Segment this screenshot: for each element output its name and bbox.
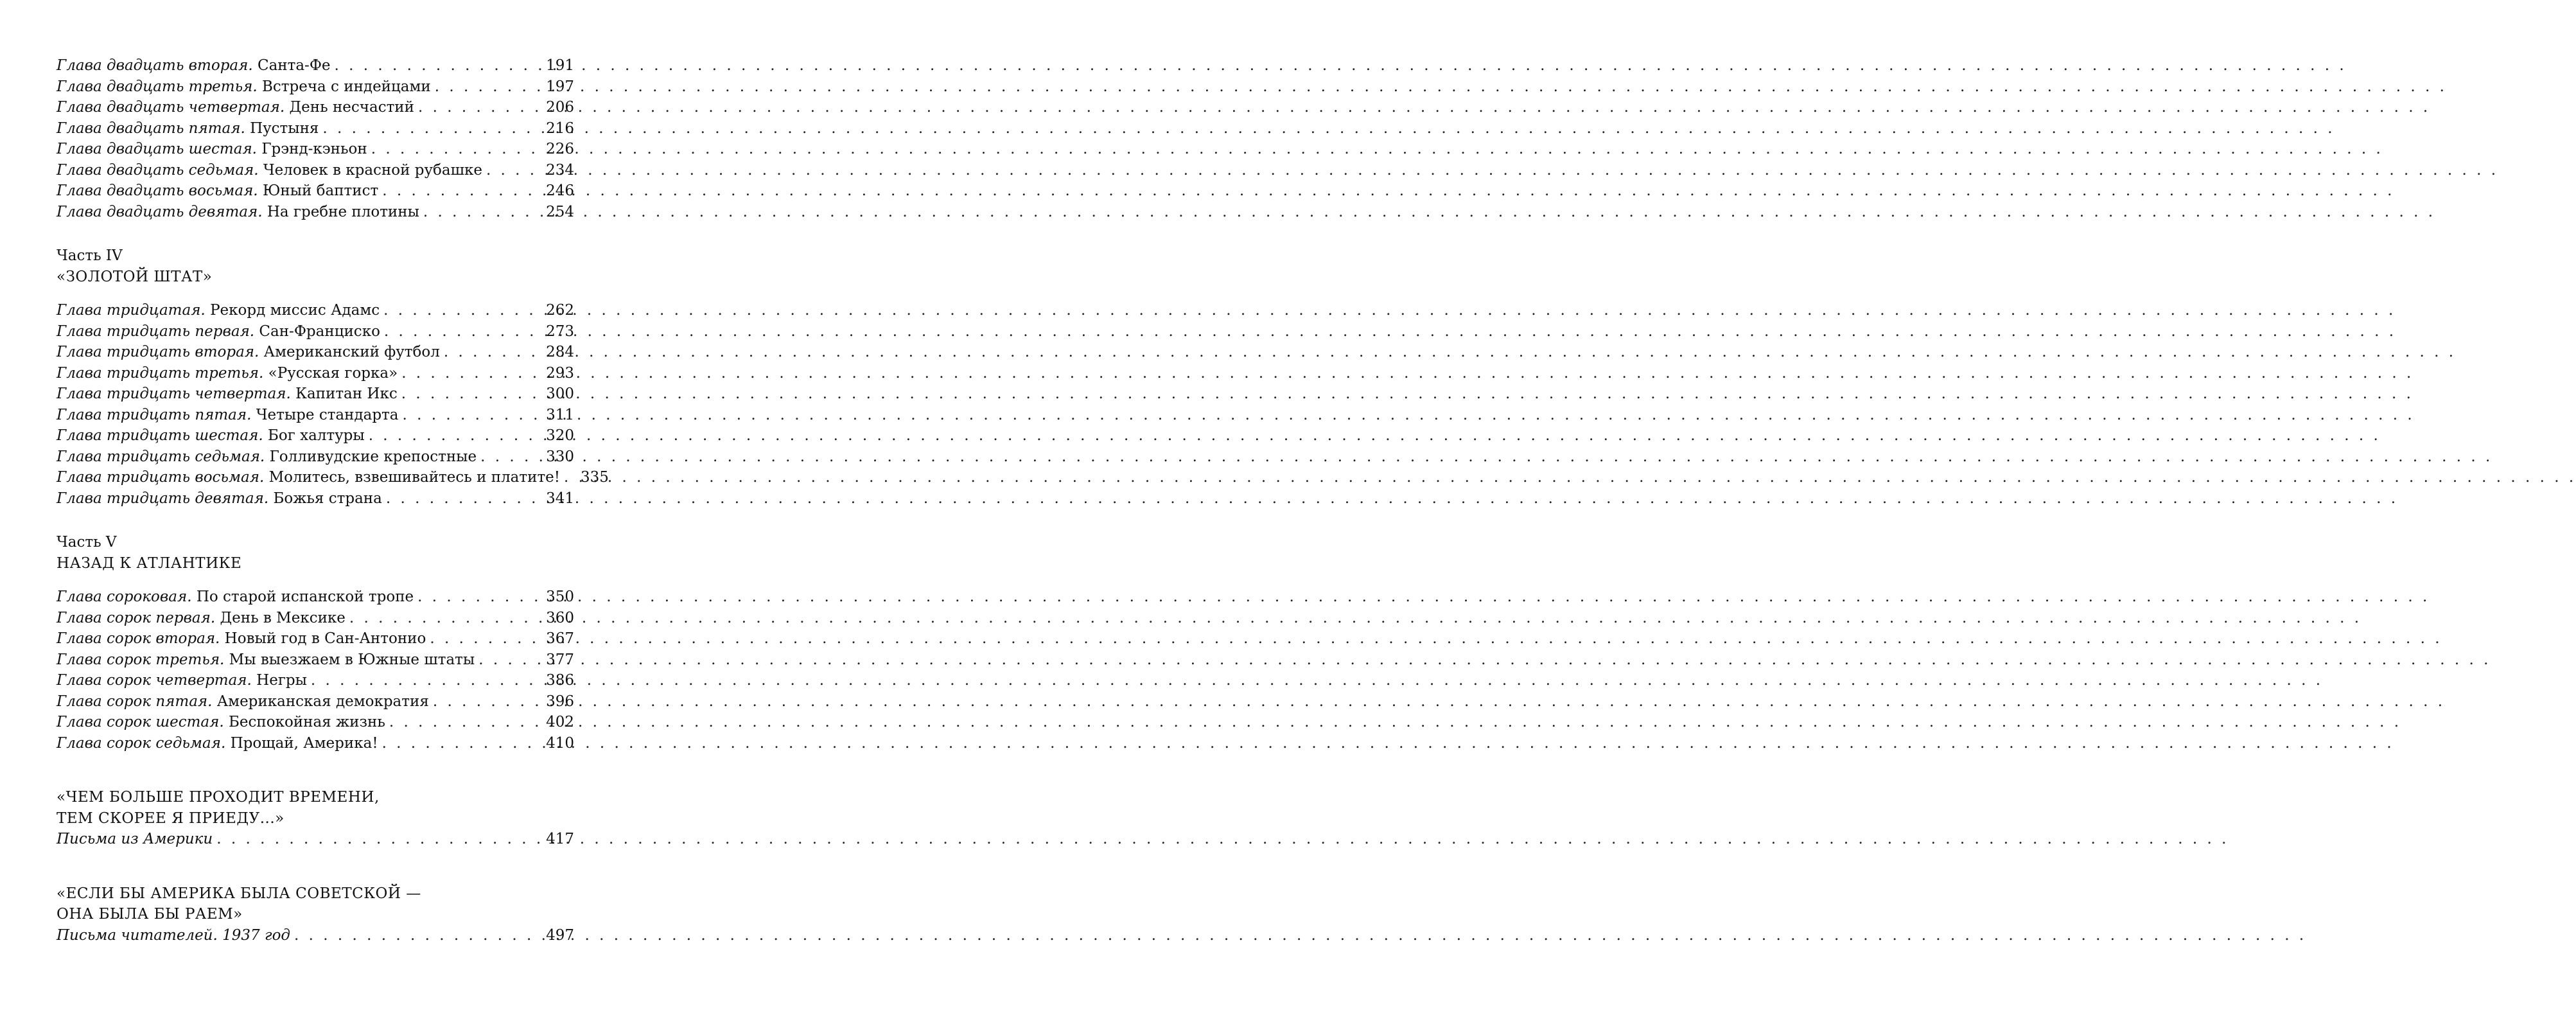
page-number: 216: [546, 119, 574, 137]
page-number: 335: [581, 469, 609, 486]
page-number: 497: [546, 926, 574, 944]
dot-leader: [564, 467, 577, 488]
dot-leader: [216, 829, 542, 850]
dot-leader: [383, 300, 542, 321]
chapter-title: Четыре стандарта: [256, 406, 399, 423]
dot-leader: [369, 425, 542, 447]
dot-leader: [382, 733, 543, 754]
dot-leader: [417, 587, 542, 608]
toc-entry: [57, 628, 574, 650]
page-number: 377: [546, 651, 574, 668]
entry-text: [57, 670, 307, 691]
dot-leader: [371, 139, 542, 160]
chapter-title: Бог халтуры: [267, 427, 365, 444]
page-number: 293: [546, 364, 574, 382]
page-number: 330: [546, 448, 574, 465]
page-number: 246: [546, 182, 574, 199]
appendix-title-line1: «ЕСЛИ БЫ АМЕРИКА БЫЛА СОВЕТСКОЙ —: [57, 885, 421, 902]
chapter-title: Пустыня: [250, 119, 319, 137]
toc-entry: [57, 97, 574, 118]
toc-entry: [57, 300, 574, 321]
dot-leader: [486, 160, 542, 181]
part-title: «ЗОЛОТОЙ ШТАТ»: [57, 268, 213, 285]
entry-text: [57, 384, 398, 405]
page-number: 226: [546, 141, 574, 157]
entry-text: [57, 447, 477, 468]
chapter-title: Молитесь, взвешивайтесь и платите!: [268, 469, 561, 486]
chapter-number: Глава тридцать девятая.: [57, 490, 269, 507]
toc-entry: [57, 670, 574, 691]
toc-entry: [57, 118, 574, 139]
page-number: 341: [546, 490, 574, 507]
chapter-title: Рекорд миссис Адамс: [210, 302, 380, 319]
dot-leader: [389, 712, 542, 733]
entry-text: [57, 160, 482, 181]
part-title: НАЗАД К АТЛАНТИКЕ: [57, 554, 242, 572]
chapter-number: Глава тридцать восьмая.: [57, 469, 265, 486]
chapter-number: Глава сорок третья.: [57, 651, 225, 668]
part-v-section: [57, 532, 574, 754]
entry-text: [57, 712, 385, 733]
entry-text: [57, 97, 414, 118]
dot-leader: [401, 363, 542, 384]
toc-entry: [57, 712, 574, 733]
toc-entry: [57, 608, 574, 629]
chapter-title: Грэнд-кэньон: [261, 141, 367, 157]
toc-entry: [57, 363, 574, 384]
toc-entry: [57, 425, 574, 447]
dot-leader: [418, 97, 542, 118]
page-number: 386: [546, 672, 574, 689]
entry-text: [57, 181, 378, 202]
toc-entry: [57, 139, 574, 160]
appendix-title-line1: «ЧЕМ БОЛЬШЕ ПРОХОДИТ ВРЕМЕНИ,: [57, 789, 380, 806]
chapter-number: Глава двадцать девятая.: [57, 203, 263, 220]
page-number: 402: [546, 714, 574, 730]
page-number: 360: [546, 609, 574, 626]
entry-text: [57, 300, 380, 321]
chapter-number: Глава двадцать пятая.: [57, 119, 245, 137]
chapter-title: Американская демократия: [216, 693, 429, 710]
chapter-number: Глава двадцать четвертая.: [57, 99, 285, 116]
entry-text: [57, 733, 378, 754]
dot-leader: [311, 670, 542, 691]
entry-text: [57, 363, 398, 384]
dot-leader: [335, 55, 543, 76]
dot-leader: [382, 181, 542, 202]
chapter-title: Голливудские крепостные: [269, 448, 477, 465]
page-number: 396: [546, 693, 574, 710]
dot-leader: [384, 321, 542, 342]
entry-text: [57, 691, 429, 712]
page-number: 262: [546, 302, 574, 319]
part-label: Часть IV: [57, 247, 123, 264]
chapter-title: День несчастий: [289, 99, 414, 116]
dot-leader: [322, 118, 542, 139]
chapter-number: Глава двадцать седьмая.: [57, 161, 259, 179]
entry-text: [57, 425, 365, 447]
page-number: 350: [546, 588, 574, 605]
dot-leader: [480, 447, 542, 468]
page-number: 410: [546, 734, 574, 752]
chapter-number: Глава двадцать третья.: [57, 78, 258, 95]
chapter-title: Беспокойная жизнь: [229, 714, 385, 730]
part-iv-section: [57, 245, 609, 509]
chapter-number: Глава сорок седьмая.: [57, 734, 226, 752]
entry-text: [57, 650, 475, 671]
toc-entry: [57, 384, 574, 405]
toc-entry: [57, 181, 574, 202]
dot-leader: [349, 608, 542, 629]
toc-entry: [57, 650, 574, 671]
chapter-title: Сан-Франциско: [259, 323, 380, 340]
chapter-number: Глава тридцать вторая.: [57, 344, 259, 360]
chapter-number: Глава двадцать восьмая.: [57, 182, 258, 199]
dot-leader: [403, 405, 543, 426]
toc-entry: [57, 733, 574, 754]
page-number: 234: [546, 161, 574, 179]
chapter-title: На гребне плотины: [267, 203, 419, 220]
chapter-title: Божья страна: [273, 490, 382, 507]
page-number: 417: [546, 831, 574, 847]
chapter-number: Глава тридцать первая.: [57, 323, 255, 340]
entry-text: [57, 628, 426, 650]
page-number: 191: [546, 57, 574, 74]
page-number: 273: [546, 323, 574, 340]
appendix-subtitle: Письма из Америки: [57, 831, 213, 847]
dot-leader: [433, 691, 542, 712]
chapter-title: Капитан Икс: [295, 385, 398, 402]
chapter-number: Глава двадцать вторая.: [57, 57, 253, 74]
appendix-title-line2: ТЕМ СКОРЕЕ Я ПРИЕДУ...»: [57, 809, 285, 827]
entry-text: [57, 488, 382, 509]
chapter-number: Глава сорок шестая.: [57, 714, 224, 730]
dot-leader: [401, 384, 542, 405]
chapter-title: Встреча с индейцами: [261, 78, 431, 95]
entry-text: [57, 608, 346, 629]
chapter-number: Глава тридцатая.: [57, 302, 206, 319]
chapter-title: Прощай, Америка!: [230, 734, 378, 752]
dot-leader: [435, 76, 542, 98]
toc-entry: [57, 587, 574, 608]
chapter-number: Глава двадцать шестая.: [57, 141, 257, 157]
toc-entry: [57, 321, 574, 342]
chapter-title: Американский футбол: [263, 344, 440, 360]
toc-entry: [57, 55, 574, 76]
entry-text: [57, 202, 419, 223]
chapter-number: Глава сороковая.: [57, 588, 192, 605]
toc-entry: [57, 488, 574, 509]
chapter-number: Глава тридцать четвертая.: [57, 385, 291, 402]
dot-leader: [294, 925, 542, 946]
table-of-contents: [57, 55, 609, 946]
chapter-title: Мы выезжаем в Южные штаты: [229, 651, 475, 668]
entry-text: [57, 139, 367, 160]
chapter-number: Глава сорок четвертая.: [57, 672, 252, 689]
appendix-subtitle: Письма читателей. 1937 год: [57, 926, 291, 944]
chapter-title: Человек в красной рубашке: [263, 161, 482, 179]
chapter-number: Глава сорок вторая.: [57, 630, 220, 647]
dot-leader: [423, 202, 542, 223]
toc-entry: [57, 342, 574, 363]
dot-leader: [478, 650, 542, 671]
appendix-letters-from-america: [57, 787, 574, 850]
chapter-title: Новый год в Сан-Антонио: [224, 630, 426, 647]
toc-entry: [57, 405, 574, 426]
entry-text: [57, 118, 319, 139]
chapter-title: «Русская горка»: [268, 364, 398, 382]
part-label: Часть V: [57, 534, 117, 551]
chapter-title: Юный баптист: [262, 182, 379, 199]
page-number: 311: [546, 406, 574, 423]
toc-entry: [57, 467, 609, 488]
chapter-number: Глава тридцать седьмая.: [57, 448, 265, 465]
entry-text: [57, 467, 560, 488]
toc-entry: [57, 691, 574, 712]
toc-entry: [57, 202, 574, 223]
toc-entry: [57, 160, 574, 181]
page-number: 367: [546, 630, 574, 647]
chapter-number: Глава сорок пятая.: [57, 693, 213, 710]
toc-entry: [57, 925, 574, 946]
chapter-title: По старой испанской тропе: [196, 588, 414, 605]
chapter-number: Глава тридцать третья.: [57, 364, 264, 382]
page-number: 300: [546, 385, 574, 402]
dot-leader: [430, 628, 542, 650]
dot-leader: [386, 488, 542, 509]
toc-entry: [57, 829, 574, 850]
chapter-group-intro: [57, 55, 574, 222]
page-number: 197: [546, 78, 574, 95]
entry-text: [57, 55, 331, 76]
entry-text: [57, 321, 380, 342]
page-number: 206: [546, 99, 574, 116]
toc-entry: [57, 447, 574, 468]
entry-text: [57, 76, 431, 98]
entry-text: [57, 587, 414, 608]
entry-text: [57, 405, 399, 426]
appendix-readers-letters: [57, 883, 574, 946]
page-number: 320: [546, 427, 574, 444]
appendix-title-line2: ОНА БЫЛА БЫ РАЕМ»: [57, 906, 243, 923]
dot-leader: [444, 342, 542, 363]
page-number: 254: [546, 203, 574, 220]
chapter-title: День в Мексике: [220, 609, 346, 626]
entry-text: [57, 342, 440, 363]
chapter-title: Негры: [256, 672, 307, 689]
toc-entry: [57, 76, 574, 98]
chapter-title: Санта-Фе: [257, 57, 331, 74]
chapter-number: Глава тридцать шестая.: [57, 427, 263, 444]
page-number: 284: [546, 344, 574, 360]
chapter-number: Глава сорок первая.: [57, 609, 216, 626]
chapter-number: Глава тридцать пятая.: [57, 406, 252, 423]
